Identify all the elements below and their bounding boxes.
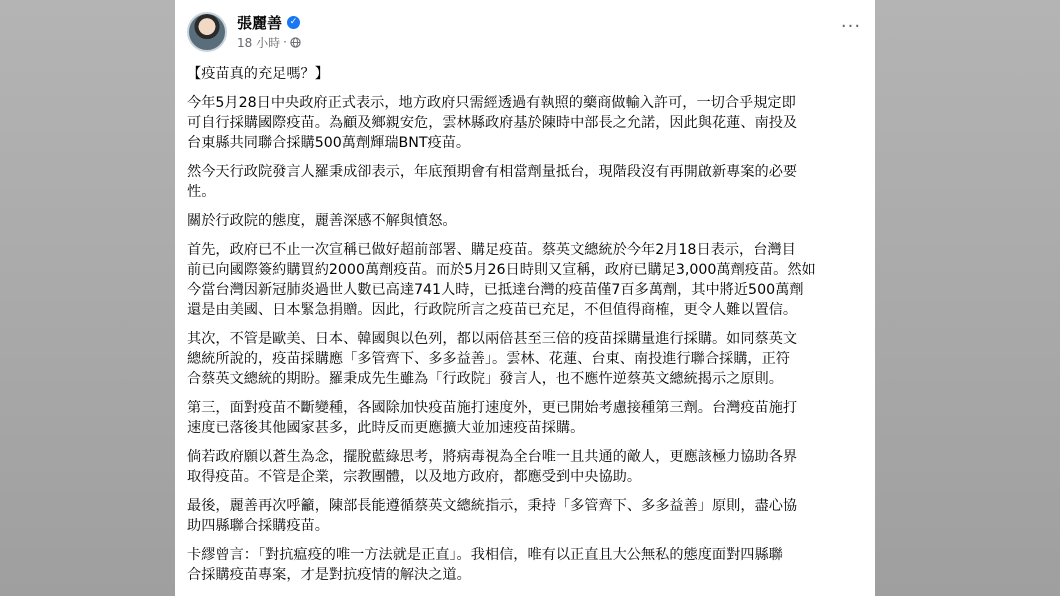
post-header	[187, 12, 863, 58]
paragraph: 今年5月28日中央政府正式表示，地方政府只需經透過有執照的藥商做輸入許可，一切合乎規定即 可自行採購國際疫苗。為顧及鄉親安危，雲林縣政府基於陳時中部長之允諾，因此與花蓮、南投及 台東縣共同聯合採購500萬劑輝瑞BNT疫苗。	[187, 95, 798, 151]
post-content	[187, 64, 863, 594]
paragraph: 其次，不管是歐美、日本、韓國與以色列，都以兩倍甚至三倍的疫苗採購量進行採購。如同蔡英文 總統所說的，疫苗採購應「多管齊下、多多益善」。雲林、花蓮、台東、南投進行聯合採購，正符 合蔡英文總統的期盼。羅秉成先生雖為「行政院」發言人，也不應忤逆蔡英文總統揭示之原則。	[187, 331, 798, 387]
author-name[interactable]: 張麗善	[237, 13, 283, 32]
author-row	[237, 12, 300, 32]
post-time[interactable]: 18 小時	[237, 35, 281, 50]
post-meta	[237, 34, 301, 50]
background-left	[0, 0, 175, 596]
paragraph: 然今天行政院發言人羅秉成卻表示，年底預期會有相當劑量抵台，現階段沒有再開啟新專案的必要 性。	[187, 164, 798, 200]
paragraph: 關於行政院的態度，麗善深感不解與憤怒。	[187, 213, 457, 229]
paragraph: 第三，面對疫苗不斷變種，各國除加快疫苗施打速度外，更已開始考慮接種第三劑。台灣疫苗施打 速度已落後其他國家甚多，此時反而更應擴大並加速疫苗採購。	[187, 400, 798, 436]
paragraph: 倘若政府願以蒼生為念，擺脫藍綠思考，將病毒視為全台唯一且共通的敵人，更應該極力協助各界 取得疫苗。不管是企業，宗教團體，以及地方政府，都應受到中央協助。	[187, 449, 798, 485]
post-title: 【疫苗真的充足嗎？】	[187, 66, 329, 82]
more-options-icon[interactable]: ···	[840, 16, 862, 37]
paragraph: 最後，麗善再次呼籲，陳部長能遵循蔡英文總統指示，秉持「多管齊下、多多益善」原則，盡心協 助四縣聯合採購疫苗。	[187, 498, 798, 534]
globe-icon	[290, 37, 301, 48]
paragraph: 首先，政府已不止一次宣稱已做好超前部署、購足疫苗。蔡英文總統於今年2月18日表示，台灣目 前已向國際簽約購買約2000萬劑疫苗。而於5月26日時則又宣稱，政府已購足3,000萬劑疫苗。然如 今當台灣因新冠肺炎過世人數已高達741人時，已抵達台灣的疫苗僅7百多萬劑，其中將近500萬劑 還是由美國、日本緊急捐贈。因此，行政院所言之疫苗已充足，不但值得商榷，更令人難以置信。	[187, 242, 816, 318]
verified-badge-icon: ✓	[287, 16, 300, 29]
avatar[interactable]	[187, 12, 227, 52]
paragraph: 卡繆曾言：「對抗瘟疫的唯一方法就是正直」。我相信，唯有以正直且大公無私的態度面對四縣聯 合採購疫苗專案，才是對抗疫情的解決之道。	[187, 547, 783, 583]
meta-separator: ·	[283, 35, 287, 49]
post-card	[175, 0, 875, 596]
background-right	[875, 0, 1060, 596]
